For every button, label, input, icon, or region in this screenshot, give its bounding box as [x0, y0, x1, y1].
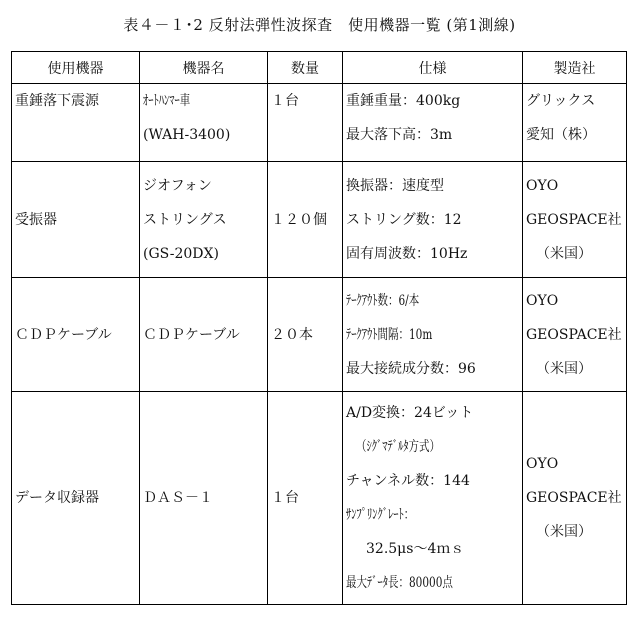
- model-cell: [140, 84, 268, 162]
- maker-cell: [523, 162, 627, 278]
- cell-line: 受振器: [15, 211, 57, 228]
- equipment-cell: [12, 162, 140, 278]
- maker-cell: [523, 392, 627, 605]
- cell-line: GEOSPACE社: [526, 326, 622, 343]
- cell-line: ﾃｰｸｱｳﾄ数：6/本: [346, 292, 420, 309]
- cell-line: 重錘落下震源: [15, 93, 99, 109]
- model-cell: [140, 162, 268, 278]
- cell-line: ２０本: [271, 326, 313, 343]
- quantity-cell: [268, 392, 343, 605]
- cell-line: (WAH-3400): [143, 127, 231, 143]
- table-row: [12, 392, 627, 605]
- header-spec: 仕様: [343, 52, 523, 84]
- header-row: [12, 52, 627, 84]
- equipment-cell: [12, 392, 140, 605]
- cell-line: A/D変換：24ビット: [346, 405, 474, 421]
- cell-line: （米国）: [536, 524, 592, 540]
- quantity-cell: [268, 278, 343, 392]
- model-cell: [140, 278, 268, 392]
- spec-cell: [343, 278, 523, 392]
- spec-cell: [343, 162, 523, 278]
- table-title: 表４－１･2 反射法弾性波探査 使用機器一覧 (第1測線): [123, 16, 516, 34]
- equipment-table: [11, 51, 627, 605]
- cell-line: OYO: [526, 456, 559, 472]
- maker-cell: [523, 278, 627, 392]
- cell-line: チャンネル数：144: [346, 473, 470, 489]
- cell-line: ｻﾝﾌﾟﾘﾝｸﾞﾚｰﾄ：: [346, 507, 415, 523]
- cell-line: ＤＡＳ－１: [143, 490, 213, 506]
- cell-line: １台: [271, 93, 299, 109]
- spec-cell: [343, 392, 523, 605]
- header-equipment: 使用機器: [12, 52, 140, 84]
- cell-line: ジオフォン: [143, 177, 212, 194]
- cell-line: OYO: [526, 292, 559, 309]
- table-row: [12, 84, 627, 162]
- cell-line: ﾃｰｸｱｳﾄ間隔：10m: [346, 326, 433, 343]
- header-model: 機器名: [140, 52, 268, 84]
- table-row: [12, 162, 627, 278]
- cell-line: GEOSPACE社: [526, 211, 622, 228]
- cell-line: データ収録器: [15, 490, 99, 506]
- model-cell: [140, 392, 268, 605]
- cell-line: ストリングス: [143, 211, 227, 228]
- cell-line: ｵｰﾄﾊﾝﾏｰ車: [143, 93, 191, 109]
- cell-line: グリックス: [526, 93, 596, 109]
- cell-line: １台: [271, 490, 299, 506]
- cell-line: 最大ﾃﾞｰﾀ長：80000点: [346, 575, 453, 591]
- cell-line: 最大落下高：3m: [346, 127, 453, 143]
- table-row: [12, 278, 627, 392]
- cell-line: 重錘重量：400kg: [346, 93, 461, 109]
- cell-line: 愛知（株）: [526, 127, 596, 143]
- cell-line: 32.5μs～4ｍｓ: [366, 541, 465, 557]
- cell-line: （米国）: [536, 360, 592, 377]
- header-maker: 製造社: [523, 52, 627, 84]
- cell-line: GEOSPACE社: [526, 490, 622, 506]
- cell-line: ＣＤＰケーブル: [143, 326, 240, 343]
- cell-line: （ｼｸﾞﾏﾃﾞﾙﾀ方式）: [356, 439, 440, 455]
- cell-line: 最大接続成分数：96: [346, 360, 476, 377]
- cell-line: (GS-20DX): [143, 245, 219, 262]
- header-quantity: 数量: [268, 52, 343, 84]
- cell-line: １２０個: [271, 211, 327, 228]
- cell-line: （米国）: [536, 245, 592, 262]
- cell-line: ストリング数：12: [346, 211, 462, 228]
- quantity-cell: [268, 162, 343, 278]
- cell-line: ＣＤＰケーブル: [15, 326, 112, 343]
- quantity-cell: [268, 84, 343, 162]
- spec-cell: [343, 84, 523, 162]
- maker-cell: [523, 84, 627, 162]
- cell-line: OYO: [526, 177, 559, 194]
- equipment-cell: [12, 278, 140, 392]
- cell-line: 換振器：速度型: [346, 177, 444, 194]
- equipment-cell: [12, 84, 140, 162]
- cell-line: 固有周波数：10Hz: [346, 245, 468, 262]
